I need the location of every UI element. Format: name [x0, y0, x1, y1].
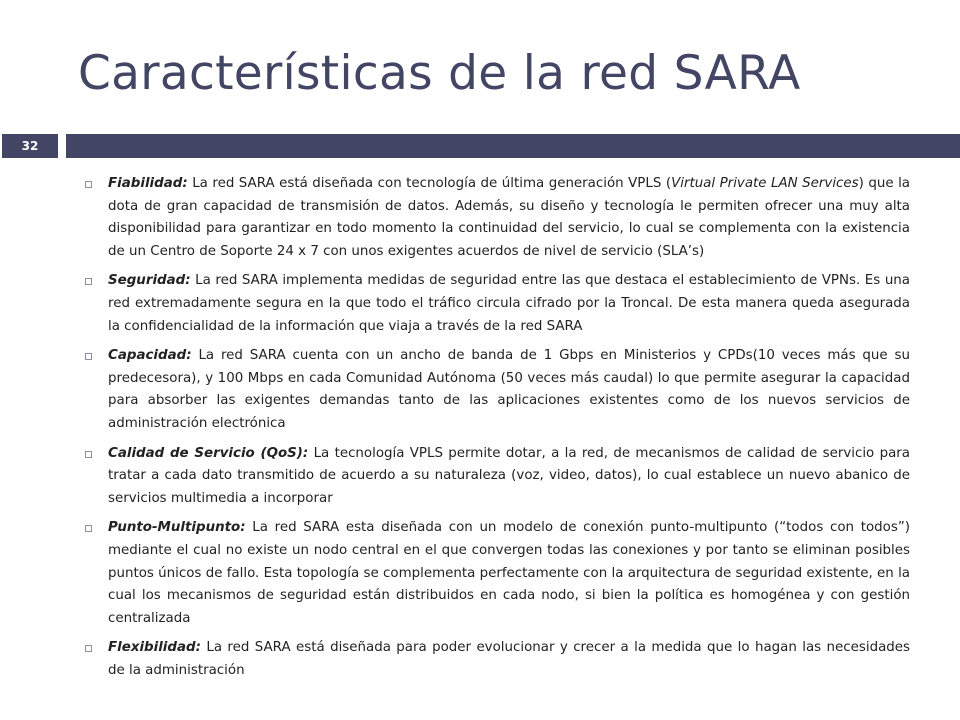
item-term: Seguridad:	[108, 273, 191, 289]
item-term: Capacidad:	[108, 348, 192, 364]
list-item-seguridad	[84, 270, 910, 338]
item-text: La red SARA esta diseñada con un modelo de conexión punto-multipunto (“todos con todos”) mediante el cual no existe un nodo central en el que convergen todas las conexiones y por tanto se eliminan posibles puntos únicos de fallo. Esta topología se complementa perfectamente con la arquitectura de seguridad existente, en la cual los mecanismos de seguridad están distribuidos en cada nodo, si bien la política es homogénea y con gestión centralizada	[108, 520, 910, 626]
list-item-flexibilidad	[84, 637, 910, 682]
item-term: Calidad de Servicio (QoS):	[108, 445, 309, 461]
bullet-list	[84, 173, 910, 689]
square-bullet-icon	[85, 181, 92, 188]
item-text: La red SARA cuenta con un ancho de banda de 1 Gbps en Ministerios y CPDs(10 veces más que su predecesora), y 100 Mbps en cada Comunidad Autónoma (50 veces más caudal) lo que permite asegurar la capacidad para absorber las exigentes demandas tanto de las aplicaciones existentes como de los nuevos servicios de administración electrónica	[108, 348, 910, 431]
square-bullet-icon	[85, 353, 92, 360]
item-term: Punto-Multipunto:	[108, 520, 246, 536]
list-item-punto-multipunto	[84, 517, 910, 630]
item-term: Flexibilidad:	[108, 640, 201, 656]
item-text: La tecnología VPLS permite dotar, a la red, de mecanismos de calidad de servicio para tratar a cada dato transmitido de acuerdo a su naturaleza (voz, video, datos), lo cual establece un nuevo abanico de servicios multimedia a incorporar	[108, 445, 910, 506]
list-item-capacidad	[84, 345, 910, 435]
square-bullet-icon	[85, 278, 92, 285]
header-bar	[66, 134, 960, 158]
list-item-fiabilidad	[84, 173, 910, 263]
slide-number: 32	[2, 134, 58, 158]
item-text: ) que la dota de gran capacidad de transmisión de datos. Además, su diseño y tecnología le permiten ofrecer una muy alta disponibilidad para garantizar en todo momento la continuidad del servicio, lo cual se complementa con la existencia de un Centro de Soporte 24 x 7 con unos exigentes acuerdos de nivel de servicio (SLA’s)	[108, 176, 911, 259]
square-bullet-icon	[85, 525, 92, 532]
list-item-calidad-servicio	[84, 443, 910, 511]
square-bullet-icon	[85, 451, 92, 458]
item-text: La red SARA está diseñada para poder evolucionar y crecer a la medida que lo hagan las necesidades de la administración	[108, 640, 910, 678]
item-text-italic: Virtual Private LAN Services	[671, 176, 859, 191]
item-term: Fiabilidad:	[108, 176, 188, 191]
square-bullet-icon	[85, 645, 92, 652]
item-text: La red SARA implementa medidas de seguridad entre las que destaca el establecimiento de VPNs. Es una red extremadamente segura en la que todo el tráfico circula cifrado por la Troncal. De esta manera queda asegurada la confidencialidad de la información que viaja a través de la red SARA	[108, 273, 910, 334]
slide-title: Características de la red SARA	[78, 46, 801, 101]
item-text: La red SARA está diseñada con tecnología de última generación VPLS (	[187, 176, 672, 191]
